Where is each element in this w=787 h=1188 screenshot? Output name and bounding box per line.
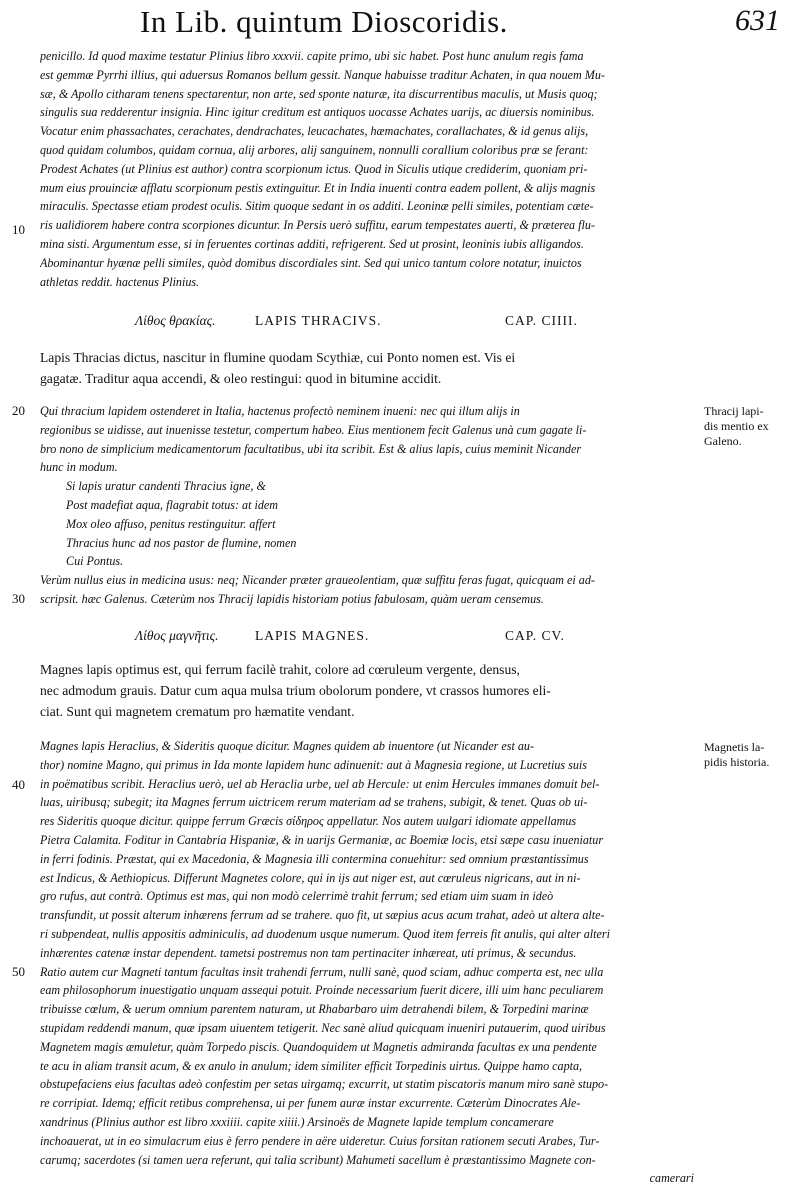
margin-note-line: Thracij lapi- [704, 404, 764, 418]
chapter-greek-title: Λίθος θρακίας. [135, 313, 216, 328]
text-line: carumq; sacerdotes (si tamen uera referunt, qui talia scribunt) Mahumeti sacellum è præstantissimo Magnete con- [40, 1152, 596, 1167]
line-number: 40 [12, 777, 25, 792]
line-number: 20 [12, 403, 25, 418]
text-line: Vocatur enim phassachates, cerachates, dendrachates, leucachates, hæmachates, corallachates, & id genus alijs, [40, 124, 589, 139]
commentary-104 [40, 402, 694, 609]
text-line: xandrinus (Plinius author est libro xxxiiii. capite xiiii.) Arsinoës de Magnete lapide templum concamerare [40, 1114, 554, 1129]
text-line: athletas reddit. hactenus Plinius. [40, 274, 200, 289]
text-line: ris ualidiorem habere contra scorpiones dicuntur. In Persis uerò suffitu, earum tempestates auerti, & præterea flu- [40, 218, 595, 233]
verse-line: Si lapis uratur candenti Thracius igne, & [66, 479, 266, 494]
text-line: tribuisse cœlum, & uerum omnium parentem naturam, ut Rhabarbaro uim detrahendi bilem, & Torpedini marinæ [40, 1002, 589, 1017]
line-number: 30 [12, 591, 25, 606]
chapter-greek-title: Λίθος μαγνῆτις. [135, 628, 219, 643]
text-line: singulis sua redderentur insignia. Hinc igitur creditum est antiquos uocasse Achates uarijs, ac diuersis nominibus. [40, 105, 595, 120]
verse-line: Post madefiat aqua, flagrabit totus: at idem [66, 497, 278, 512]
dioscorides-text-104 [40, 347, 694, 389]
text-line: regionibus se uidisse, aut inuenisse testetur, compertum habeo. Eius mentionem fecit Galenus unà cum gagate li- [40, 422, 587, 437]
text-line: hunc in modum. [40, 460, 118, 475]
margin-note-magnes [704, 740, 784, 770]
text-line: Ratio autem cur Magneti tantum facultas insit trahendi ferrum, nulli sanè, quod sciam, adhuc comperta est, nec ulla [40, 964, 604, 979]
verse-line: Thracius hunc ad nos pastor de flumine, nomen [66, 535, 297, 550]
margin-note-line: Galeno. [704, 434, 742, 448]
header-title: In Lib. quintum Dioscoridis. [140, 4, 508, 39]
text-line: in ferri fodinis. Præstat, qui ex Macedonia, & Magnesia illi contermina conuehitur: sed omnium præstantissimus [40, 851, 589, 866]
margin-note-line: Magnetis la- [704, 740, 765, 754]
chapter-number: CAP. CIIII. [505, 313, 578, 328]
text-line: inchoauerat, ut in eo simulacrum eius è ferro pendere in aëre uideretur. Cuius forsitan rationem secuti Arabes, Tur- [40, 1133, 600, 1148]
running-header [140, 4, 780, 44]
text-line: Magnes lapis Heraclius, & Sideritis quoque dicitur. Magnes quidem ab inuentore (ut Nicander est au- [40, 739, 534, 753]
text-line: Magnes lapis optimus est, qui ferrum facilè trahit, colore ad cœruleum vergente, densus, [40, 662, 520, 677]
text-line: scripsit. hæc Galenus. Cæterùm nos Thracij lapidis historiam potius fabulosam, quàm ueram censemus. [40, 591, 544, 606]
text-line: inhærentes catenæ instar dependent. tametsi postremus non tam pertinaciter inhæreat, uti primus, & secundus. [40, 945, 577, 960]
chapter-latin-title: LAPIS MAGNES. [255, 628, 370, 643]
text-line: mum eius prouinciæ afflatu scorpionum pestis extinguitur. Et in India inuenti contra eadem pollent, & alijs magnis [40, 180, 596, 195]
verse-line: Cui Pontus. [66, 554, 124, 569]
text-line: Pietra Calamita. Foditur in Cantabria Hispaniæ, & in uarijs Germaniæ, ac Boemiæ locis, etsi sæpe casu inueniatur [40, 832, 604, 847]
text-line: penicillo. Id quod maxime testatur Plinius libro xxxvii. capite primo, ubi sic habet. Post hunc anulum regis fama [40, 49, 584, 63]
line-number: 10 [12, 222, 25, 237]
chapter-number: CAP. CV. [505, 628, 565, 643]
text-line: thor) nomine Magno, qui primus in Ida monte lapidem hunc adinuenit: aut à Magnesia regione, ut Lucretius suis [40, 757, 587, 772]
text-line: obstupefaciens eius facultas adeò confestim per setas uirgamq; excurrit, ut statim piscatoris manum miro sanè stupo- [40, 1077, 609, 1092]
dioscorides-text-105 [40, 659, 694, 722]
commentary-105 [40, 737, 694, 1188]
text-line: Prodest Achates (ut Plinius est author) contra scorpionum ictus. Quod in Siculis utique crediderim, quoniam pri- [40, 161, 588, 176]
text-line: sæ, & Apollo citharam tenens spectarentur, non arte, sed sponte naturæ, ita discurrentibus maculis, ut Musis quoq; [40, 86, 598, 101]
text-line: re corripiat. Idemq; efficit retibus comprehensa, ui per funem auræ instar excurrente. Cæterùm Dinocrates Ale- [40, 1096, 581, 1111]
text-line: camerari [649, 1171, 694, 1186]
text-line: in poëmatibus scribit. Heraclius uerò, uel ab Heraclia urbe, uel ab Hercule: ut enim Hercules immanes domuit bel- [40, 776, 600, 791]
text-line: bro nono de simplicium medicamentorum facultatibus, ubi ita scribit. Est & alius lapis, cuius meminit Nicander [40, 441, 582, 456]
chapter-heading-104 [135, 313, 655, 335]
text-line: Lapis Thracias dictus, nascitur in flumine quodam Scythiæ, cui Ponto nomen est. Vis ei [40, 350, 516, 365]
text-line: Verùm nullus eius in medicina usus: neq; Nicander præter graueolentiam, quæ suffitu feras fugat, quicquam ei ad- [40, 573, 595, 588]
text-line: eam philosophorum inuestigatio unquam assequi potuit. Proinde necessarium fuerit dicere, illi uim hanc peculiarem [40, 983, 604, 998]
text-line: luas, uiribusq; subegit; ita Magnes ferrum uictricem rerum materiam ad se trahens, subigit, & tenet. Quas ob ui- [40, 795, 588, 810]
text-line: nec admodum grauis. Datur cum aqua mulsa trium obolorum pondere, vt crassos humores eli- [40, 683, 551, 698]
text-line: Magnetem magis æmuletur, quàm Torpedo piscis. Quandoquidem ut Magnetis admiranda facultas ex una pendente [40, 1039, 597, 1054]
page-number: 631 [735, 4, 780, 37]
text-line: ri subpendeat, nullis appositis adminiculis, ad duodenum usque numerum. Quod item ferreis fit anulis, qui alter alteri [40, 926, 610, 941]
margin-note-line: dis mentio ex [704, 419, 769, 433]
commentary-plinius-achates [40, 47, 694, 291]
text-line: ciat. Sunt qui magnetem crematum pro hæmatite vendant. [40, 704, 355, 719]
text-line: transfundit, ut possit alterum inhærens ferrum ad se trahere. quo fit, ut sæpius acus acum trahat, adeò ut altera alte- [40, 908, 605, 923]
text-line: quod quidam columbos, quidam cornua, alij arbores, alij sanguinem, nonnulli corallium coloribus præ se ferant: [40, 142, 589, 157]
text-line: Qui thracium lapidem ostenderet in Italia, hactenus profectò neminem inueni: nec qui illum alijs in [40, 404, 520, 418]
text-line: gagatæ. Traditur aqua accendi, & oleo restingui: quod in bitumine accidit. [40, 371, 442, 386]
margin-note-line: pidis historia. [704, 755, 770, 769]
text-line: mina sisti. Argumentum esse, si in feruentes cortinas additi, refrigerent. Sed ut prosint, leoninis iubis alligandos. [40, 236, 584, 251]
line-number: 50 [12, 964, 25, 979]
text-line: est Indicus, & Aethiopicus. Differunt Magnetes colore, qui in ijs aut niger est, aut cœruleus nigricans, aut in ni- [40, 870, 581, 885]
text-line: stupidam reddendi manum, quæ ipsam uiuentem tetigerit. Nec sanè aliud quicquam inueniri putauerim, quod uiribus [40, 1020, 606, 1035]
chapter-heading-105 [135, 628, 655, 650]
text-line: gro rufus, aut contrà. Optimus est mas, qui non modò celerrimè trahit ferrum; sed etiam uim suam in ideò [40, 889, 554, 904]
chapter-latin-title: LAPIS THRACIVS. [255, 313, 382, 328]
text-line: te acu in aliam transit acum, & ex anulo in anulum; idem similiter efficit Torpedinis uirtus. Quippe hamo capta, [40, 1058, 583, 1073]
verse-line: Mox oleo affuso, penitus restinguitur. affert [66, 516, 276, 531]
text-line: Abominantur hyænæ pelli similes, quòd domibus discordiales sint. Sed qui unico tantum colore notatur, inuictos [40, 255, 582, 270]
text-line: est gemmæ Pyrrhi illius, qui aduersus Romanos bellum gessit. Nanque habuisse traditur Achaten, in qua nouem Mu- [40, 67, 605, 82]
margin-note-thracius [704, 404, 784, 449]
text-line: res Sideritis quoque dicitur. quippe ferrum Græcis σίδηρος appellatur. Nos autem uulgari idiomate appellamus [40, 814, 577, 829]
text-line: miraculis. Spectasse etiam prodest oculis. Sitim quoque sedant in os additi. Leoninæ pelli similes, potentiam cæte- [40, 199, 594, 214]
